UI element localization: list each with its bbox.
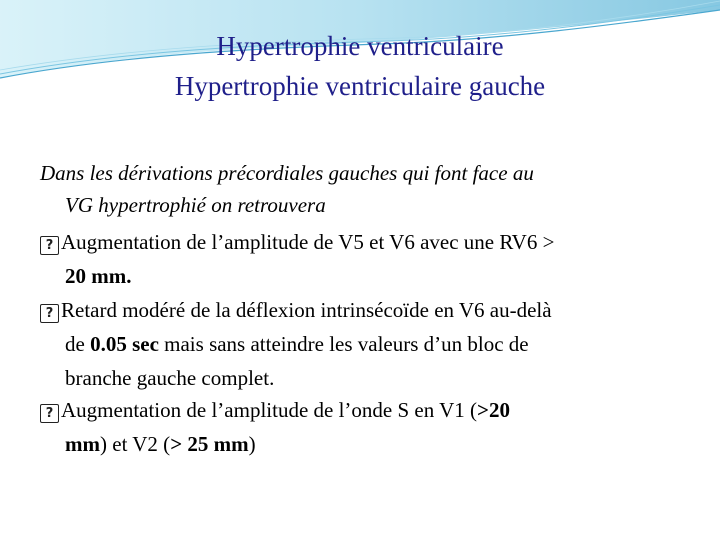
bullet-3-line-1-pre: Augmentation de l’amplitude de l’onde S en V1 ( [61, 398, 478, 422]
bullet-2-line-1: Retard modéré de la déflexion intrinsécoïde en V6 au-delà [61, 298, 552, 322]
intro-line-1: Dans les dérivations précordiales gauches qui font face au [40, 161, 534, 185]
intro-text [40, 157, 700, 221]
slide-title-line-2: Hypertrophie ventriculaire gauche [174, 71, 546, 101]
bullet-3-value-b: > 25 mm [170, 432, 249, 456]
bullet-box-icon: ? [40, 404, 59, 423]
bullet-item-2 [40, 293, 700, 395]
bullet-3-mid: ) et V2 ( [100, 432, 171, 456]
bullet-1-line-1: Augmentation de l’amplitude de V5 et V6 avec une RV6 > [61, 230, 555, 254]
bullet-2-value: 0.05 sec [90, 332, 159, 356]
slide-title-line-1: Hypertrophie ventriculaire [216, 31, 504, 61]
bullet-box-icon: ? [40, 304, 59, 323]
bullet-box-icon: ? [40, 236, 59, 255]
bullet-item-3 [40, 393, 700, 461]
bullet-2-line-2-post: mais sans atteindre les valeurs d’un bloc de [158, 332, 529, 356]
bullet-3-unit: mm [65, 432, 100, 456]
bullet-1-value: 20 mm. [65, 264, 132, 288]
bullet-2-line-2-pre: de [65, 332, 91, 356]
bullet-3-close: ) [248, 432, 256, 456]
intro-line-2: VG hypertrophié on retrouvera [65, 193, 326, 217]
bullet-2-line-3: branche gauche complet. [65, 366, 275, 390]
bullet-item-1 [40, 225, 700, 293]
bullet-3-value-a: >20 [477, 398, 510, 422]
